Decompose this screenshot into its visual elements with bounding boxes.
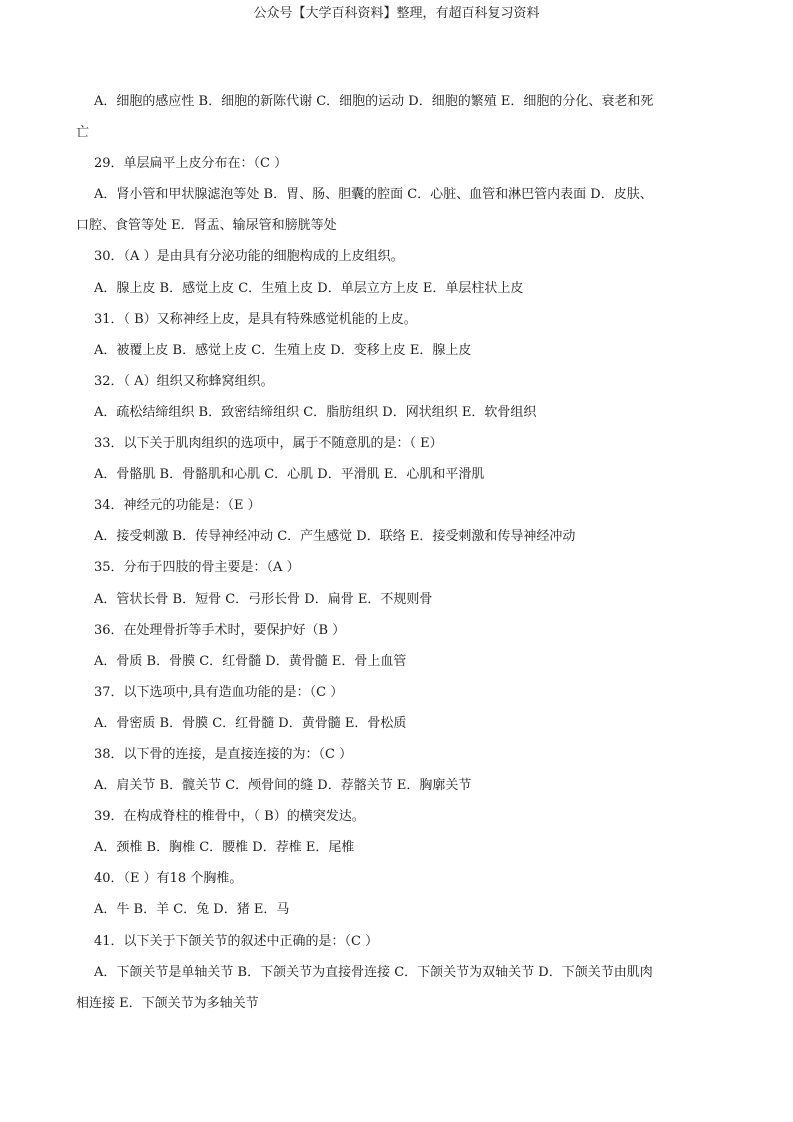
text-line: A．肩关节 B．髋关节 C．颅骨间的缝 D．荐髂关节 E．胸廓关节 [94, 778, 472, 794]
text-line: 37．以下选项中,具有造血功能的是：（C ） [94, 684, 344, 700]
text-line: 33．以下关于肌肉组织的选项中，属于不随意肌的是：（ E） [94, 436, 443, 452]
text-line: A．骨质 B．骨膜 C．红骨髓 D．黄骨髓 E．骨上血管 [94, 653, 407, 669]
text-line: 41．以下关于下颌关节的叙述中正确的是：（C ） [94, 933, 379, 949]
text-line: 34．神经元的功能是：（E ） [94, 498, 261, 514]
text-line: A．骨密质 B．骨膜 C．红骨髓 D．黄骨髓 E．骨松质 [94, 715, 407, 731]
text-line: A．腺上皮 B．感觉上皮 C．生殖上皮 D．单层立方上皮 E．单层柱状上皮 [94, 280, 524, 296]
text-line: A．细胞的感应性 B．细胞的新陈代谢 C．细胞的运动 D．细胞的繁殖 E．细胞的分化、衰老和死 [94, 94, 654, 109]
text-line: 30．（A ）是由具有分泌功能的细胞构成的上皮组织。 [94, 249, 404, 265]
text-line: 40．（E ）有18 个胸椎。 [94, 871, 243, 887]
text-line: A．肾小管和甲状腺滤泡等处 B．胃、肠、胆囊的腔面 C．心脏、血管和淋巴管内表面 D．皮肤、 [94, 187, 653, 203]
text-line: A．骨骼肌 B．骨骼肌和心肌 C．心肌 D．平滑肌 E．心肌和平滑肌 [94, 467, 485, 483]
document-body [76, 86, 722, 1019]
text-line: 39．在构成脊柱的椎骨中，（ B）的横突发达。 [94, 809, 365, 825]
text-line: A．牛 B．羊 C．兔 D．猪 E．马 [94, 902, 290, 918]
text-line: A．下颌关节是单轴关节 B．下颌关节为直接骨连接 C．下颌关节为双轴关节 D．下颌关节由肌肉 [94, 964, 653, 980]
text-line: 36．在处理骨折等手术时，要保护好（B ） [94, 622, 346, 638]
text-line: 29．单层扁平上皮分布在：（C ） [94, 156, 288, 172]
page-header: 公众号【大学百科资料】整理，有超百科复习资料 [253, 6, 540, 21]
text-line: A．被覆上皮 B．感觉上皮 C．生殖上皮 D．变移上皮 E．腺上皮 [94, 342, 472, 358]
text-line: A．管状长骨 B．短骨 C．弓形长骨 D．扁骨 E．不规则骨 [94, 591, 433, 607]
text-line: A．接受刺激 B．传导神经冲动 C．产生感觉 D．联络 E．接受刺激和传导神经冲动 [94, 529, 576, 545]
text-line: 相连接 E．下颌关节为多轴关节 [76, 995, 259, 1011]
text-line: 31．（ B）又称神经上皮，是具有特殊感觉机能的上皮。 [94, 311, 417, 327]
text-line: 35．分布于四肢的骨主要是：（A ） [94, 560, 300, 576]
text-line: A．颈椎 B．胸椎 C．腰椎 D．荐椎 E．尾椎 [94, 840, 355, 856]
text-line: 38．以下骨的连接，是直接连接的为：（C ） [94, 746, 353, 762]
text-line: 口腔、食管等处 E．肾盂、输尿管和膀胱等处 [76, 218, 337, 234]
text-line: 32．（ A）组织又称蜂窝组织。 [94, 373, 274, 389]
text-line: A．疏松结缔组织 B．致密结缔组织 C．脂肪组织 D．网状组织 E．软骨组织 [94, 404, 537, 420]
text-line: 亡 [76, 125, 90, 141]
